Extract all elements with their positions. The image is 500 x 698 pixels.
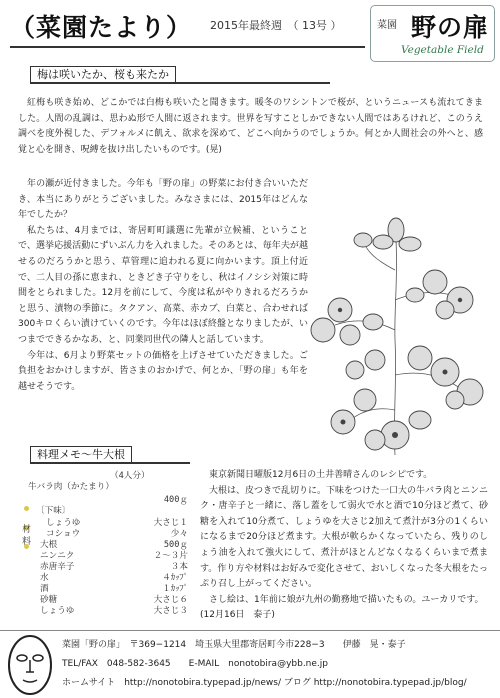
ingredient-row <box>22 582 194 592</box>
ingredient-row <box>22 538 194 548</box>
ingredient-name: しょうゆ <box>40 606 75 616</box>
newsletter-title: （菜園たより） <box>10 13 193 42</box>
ingredient-amount: 大さじ６ <box>153 595 188 605</box>
mask-face-icon <box>6 634 54 696</box>
recipe-heading-rule <box>30 462 190 464</box>
section1-paragraph: 紅梅も咲き始め、どこかでは白梅も咲いたと聞きます。暖冬のワシントンで桜が、というニュースも流れてきました。人間の乱調は、思わぬ形で人間に返されます。世界を写すことしかできない人間ではあるけれど、このうえ調べを度外視した、デフォルメに飢え、欲求を深めて、どこへ向かうのでしょうか。何とか人間社会の外へと、感覚と心を開き、呪縛を抜け出したいものです。(晃) <box>18 98 483 155</box>
recipe-beef-row <box>22 493 194 503</box>
ingredient-amount: 少々 <box>170 529 188 539</box>
eucalyptus-illustration <box>295 200 490 460</box>
ingredient-row <box>22 571 194 581</box>
ingredient-row <box>22 527 194 537</box>
illustration-note: さし絵は、1年前に娘が九州の勤務地で描いたもの。ユーカリです。 <box>209 594 484 605</box>
section2-text <box>18 177 308 395</box>
logo-small-text: 菜園 <box>377 20 397 31</box>
recipe-instructions <box>200 468 488 624</box>
logo-main-text: 野の扉 <box>411 13 490 42</box>
ingredient-row <box>22 549 194 559</box>
ingredient-name: 酒 <box>40 584 49 594</box>
footer-contact: TEL/FAX 048-582-3645 E-MAIL nonotobira@ybb.ne.jp <box>62 659 328 669</box>
footer-websites: ホームサイト http://nonotobira.typepad.jp/news/ ブログ http://nonotobira.typepad.jp/blog/ <box>62 678 467 688</box>
footer-address: 菜園「野の扉」 〒369−1214 埼玉県大里郡寄居町今市228−3 伊藤 晃・泰子 <box>62 640 406 650</box>
recipe-marinade-tag: 〔下味〕 <box>36 506 71 516</box>
ingredient-name: コショウ <box>46 529 81 539</box>
recipe-method: 大根は、皮つきで乱切りに。下味をつけた一口大の牛バラ肉とニンニク・唐辛子と一緒に、落し蓋をして弱火で水と酒で10分ほど煮て、砂糖を入れて10分煮て、しょうゆを大さじ2加えて煮汁が3分の1くらいになるまで20分ほど煮ます。大根が軟らかくなっていたら、残りのしょう油を入れて強火にして、煮汁がほとんどなくなるくらいまで煮ます。作り方や材料はお好みで変化させて、おいしくなった冬大根をたっぷり召し上がってください。 <box>200 485 489 590</box>
ingredient-amount: １ｶｯﾌﾟ <box>162 584 188 594</box>
materials-label: 材料 <box>22 525 32 547</box>
ingredient-name: 砂糖 <box>40 595 58 605</box>
section2-paragraph-1: 年の瀬が近付きました。今年も「野の扉」の野菜にお付き合いいただき、本当にありがとうございました。みなさまには、2015年はどんな年でしたか？ <box>18 179 308 221</box>
recipe-beef-amount: 400ｇ <box>163 495 188 505</box>
ingredient-amount: ３本 <box>170 562 188 572</box>
recipe-heading: 料理メモ〜牛大根 <box>30 446 132 463</box>
issue-number: 2015年最終週 （ 13号 ） <box>210 19 342 32</box>
ingredient-amount: ２〜３片 <box>153 551 188 561</box>
section2-paragraph-3: 今年は、6月より野菜セットの価格を上げさせていただきました。ご負担をおかけしますが、皆さまのおかげで、何とか、「野の扉」も年を越せそうです。 <box>18 350 308 392</box>
ingredient-row <box>22 516 194 526</box>
footer-rule <box>0 630 500 631</box>
ingredient-row <box>22 593 194 603</box>
recipe-ingredients <box>22 466 194 624</box>
ingredient-name: しょうゆ <box>46 518 81 528</box>
recipe-serving: （4人分） <box>110 471 150 481</box>
ingredient-name: 大根 <box>40 540 58 550</box>
ingredient-name: 水 <box>40 573 49 583</box>
ingredient-amount: 大さじ３ <box>153 606 188 616</box>
header-rule <box>10 46 365 48</box>
recipe-source: 東京新聞日曜版12月6日の土井善晴さんのレシピです。 <box>209 470 433 480</box>
section2-paragraph-2: 私たちは、4月までは、寄居町町議選に先輩が立候補、ということで、選挙応援活動にずいぶん力を入れました。そのあとは、毎年夫が越せるのだろうかと思う、草管理に追われる夏に向かいます。頂上付近で、二人目の孫に恵まれ、ときどき子守りをし、秋はイノシシ対策に時間をとられました。12月を前にして、今度は私がやりきれるだろうかと思う、漬物の季節に。タクアン、高菜、赤カブ、白菜と、合わせれば300キロくらい漬けていくのです。今年はほぼ終盤となりましたが、いつまでできるかなあ、と、同業同世代の隣人と話しています。 <box>18 225 308 345</box>
newsletter-header <box>10 8 365 46</box>
signature: (12月16日 泰子) <box>200 610 275 621</box>
bullet-dot <box>24 506 29 511</box>
logo-subtitle: Vegetable Field <box>401 44 484 56</box>
ingredient-amount: 大さじ１ <box>153 518 188 528</box>
ingredient-amount: ４ｶｯﾌﾟ <box>162 573 188 583</box>
ingredient-name: ニンニク <box>40 551 75 561</box>
ingredient-row <box>22 560 194 570</box>
section1-heading-rule <box>30 82 330 84</box>
logo <box>370 5 495 62</box>
recipe-beef-label: 牛バラ肉（かたまり） <box>28 482 114 492</box>
ingredient-name: 赤唐辛子 <box>40 562 75 572</box>
section1-heading: 梅は咲いたか、桜も来たか <box>30 66 176 83</box>
ingredient-row <box>22 604 194 614</box>
ingredient-amount: 500ｇ <box>163 540 188 550</box>
